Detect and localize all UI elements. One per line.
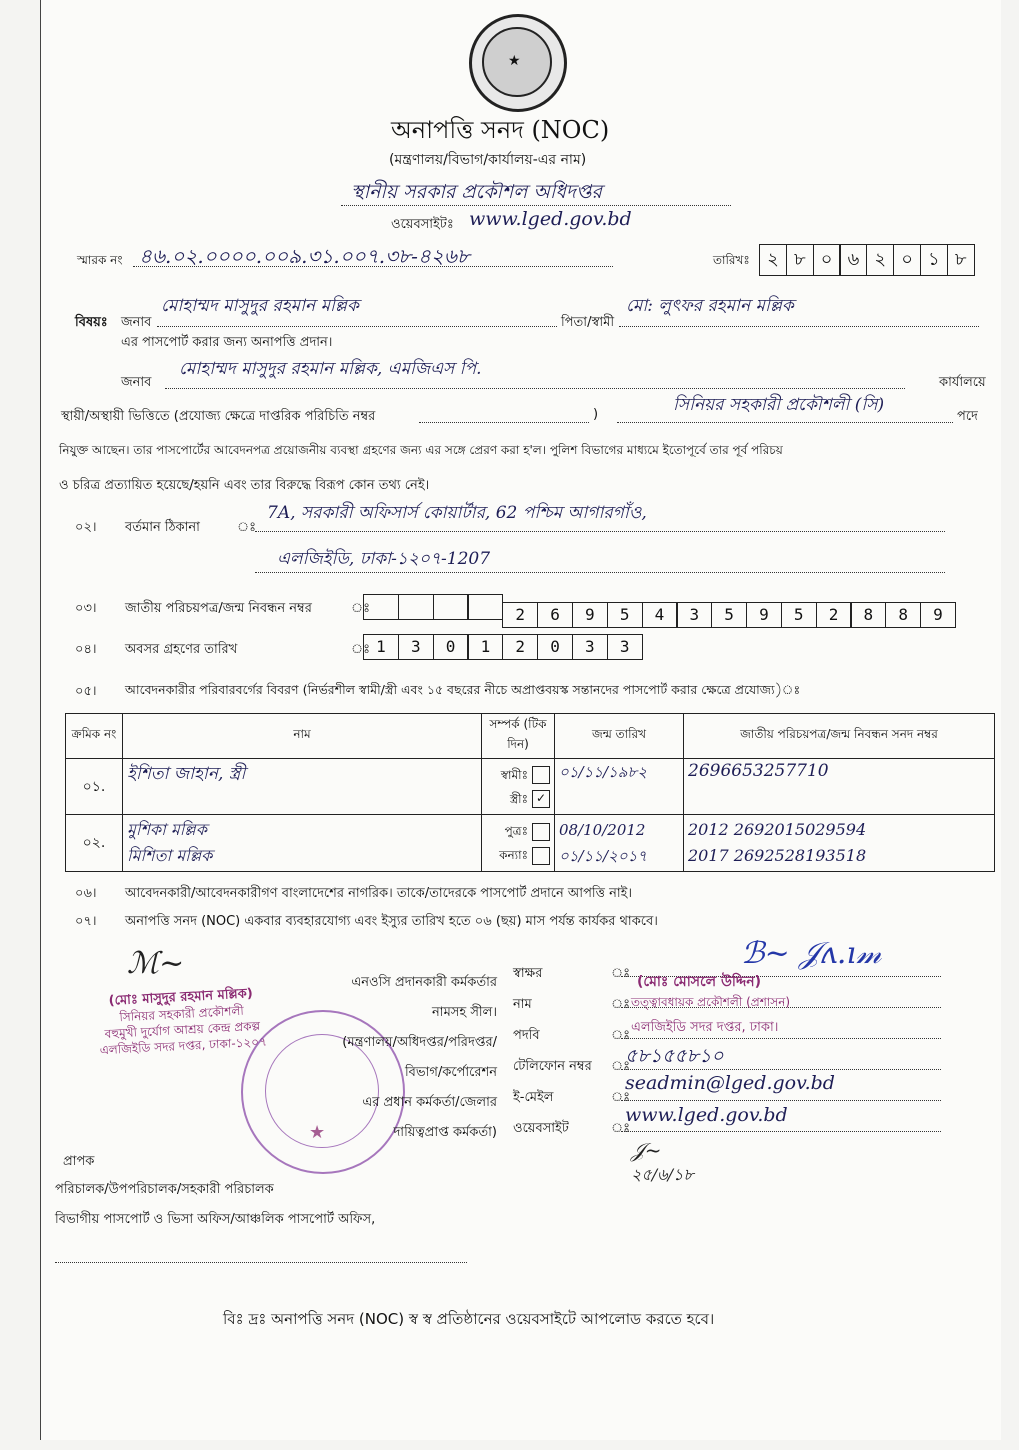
office-name: স্থানীয় সরকার প্রকৌশল অধিদপ্তর xyxy=(351,181,602,203)
label-designation: পদবি xyxy=(513,1028,540,1043)
digit-box: 9 xyxy=(746,602,782,628)
digit-box: 9 xyxy=(920,602,956,628)
memo-label: স্মারক নং xyxy=(77,253,123,267)
body-office-suffix: কার্যালয়ে xyxy=(939,375,986,390)
body-name-office: মোহাম্মদ মাসুদুর রহমান মল্লিক, এমজিএস পি. xyxy=(179,359,482,379)
husband-checkbox[interactable] xyxy=(532,766,550,784)
digit-box: 5 xyxy=(781,602,817,628)
noc-document: ★ অনাপত্তি সনদ (NOC) (মন্ত্রণালয়/বিভাগ/কার্যালয়-এর নাম) স্থানীয় সরকার প্রকৌশল অধিদপ্তর ওয়েবসাইটঃ www.lged.gov.bd স্মারক নং ৪৬.০২.০০০০.০০৯.৩১.০০৭.৩৮-৪২৬৮ তারিখঃ ২ ৮ ০ ৬ ২ ০ ১ ৮ বিষয়ঃ জনাব মোহাম্মদ মাসুদুর রহমান মল্লিক পিতা/স্বামী মো: লুৎফর রহমান মল্লিক এর পাসপোর্ট করার জন্য অনাপত্তি প্রদান। জনাব মোহাম্মদ মাসুদুর রহমান মল্লিক, এমজিএস পি. কার্যালয়ে স্থায়ী/অস্থায়ী ভিত্তিতে (প্রযোজ্য ক্ষেত্রে দাপ্তরিক পরিচিতি নম্বর ) সিনিয়র সহকারী প্রকৌশলী (সি) পদে নিযুক্ত আছেন। তার পাসপোর্টের আবেদনপত্র প্রয়োজনীয় ব্যবস্থা গ্রহণের জন্য এর সঙ্গে প্রেরণ করা হ'ল। পুলিশ বিভাগের মাধ্যমে ইতোপূর্বে তার পূর্ব পরিচয় ও চরিত্র প্রত্যায়িত হয়েছে/হয়নি এবং তার বিরুদ্ধে বিরূপ কোন তথ্য নেই। ০২। বর্তমান ঠিকানা ঃ 7A, সরকারী অফিসার্স কোয়ার্টার, 62 পশ্চিম আগারগাঁও, এলজিইডি, ঢাকা-১২০৭-1207 ০৩। জাতীয় পরিচয়পত্র/জন্ম নিবন্ধন নম্বর ঃ 2 6 9 5 4 3 5 9 5 2 8 8 9 ০৪। অবসর গ্রহণের তারিখ ঃ 1 3 0 1 2 0 3 3 ০৫। আবেদনকারীর পরিবারবর্গের বিবরণ (নির্ভরশীল স্বামী/স্ত্রী এবং ১৫ বছরের নীচে অপ্রাপ্তবয়স্ক সন্তানদের পাসপোর্ট করার ক্ষেত্রে প্রযোজ্য)ঃ ক্রমিক নং নাম সম্পর্ক (টিক দিন) জন্ম তারিখ জাতীয় পরিচয়পত্র/জন্ম নিবন্ধন সনদ নম্বর ০১. ইশিতা জাহান, স্ত্রী স্বামীঃ স্ত্রীঃ ✓ ০১/১১/১৯৮২ 2696653257710 ০২. মুশিকা মল্লিক মিশিতা মল্লিক পুত্রঃ কন্যাঃ 08/10/2012 ০১/১১/২০১৭ 2012 2692015029594 2017 2692528193518 ০৬। আবেদনকারী/আবেদনকারীগণ বাংলাদেশের নাগরিক। তাকে/তাদেরকে পাসপোর্ট প্রদানে আপত্তি নাই। ০৭। অনাপত্তি সনদ (NOC) একবার ব্যবহারযোগ্য এবং ইস্যুর তারিখ হতে ০৬ (ছয়) মাস পর্যন্ত কার্যকর থাকবে। ℳ~ (মোঃ মাসুদুর রহমান মল্লিক) সিনিয়র সহকারী প্রকৌশলী বহুমুখী দুর্যোগ আশ্রয় কেন্দ্র প্রকল্প এলজিইডি সদর দপ্তর, ঢাকা-১২০৭ ★ এনওসি প্রদানকারী কর্মকর্তার নামসহ সীল। (মন্ত্রণালয়/অধিদপ্তর/পরিদপ্তর/ বিভাগ/কর্পোরেশন এর প্রধান কর্মকর্তা/জেলার দায়িত্বপ্রাপ্ত কর্মকর্তা) স্বাক্ষর নাম পদবি টেলিফোন নম্বর ই-মেইল ওয়েবসাইট ঃ ঃ ঃ ঃ ঃ ঃ ℬ~ 𝒥ʌ.ı𝓂 (মোঃ মোসলে উদ্দিন) তত্ত্বাবধায়ক প্রকৌশলী (প্রশাসন) এলজিইডি সদর দপ্তর, ঢাকা। ৫৮১৫৫৮১০ seadmin@lged.gov.bd www.lged.gov.bd 𝒥~ ২৫/৬/১৮ প্রাপক পরিচালক/উপপরিচালক/সহকারী পরিচালক বিভাগীয় পাসপোর্ট ও ভিসা অফিস/আঞ্চলিক পাসপোর্ট অফিস, বিঃ দ্রঃ অনাপত্তি সনদ (NOC) স্ব স্ব প্রতিষ্ঠানের ওয়েবসাইটে আপলোড করতে হবে। xyxy=(40,0,1001,1440)
col-relation: সম্পর্ক (টিক দিন) xyxy=(482,714,555,759)
digit-box xyxy=(467,594,503,620)
child1-nid: 2012 2692015029594 xyxy=(688,820,867,839)
left-stamp: (মোঃ মাসুদুর রহমান মল্লিক) সিনিয়র সহকারী প্রকৌশলী বহুমুখী দুর্যোগ আশ্রয় কেন্দ্র প্রকল্প এলজিইডি সদর দপ্তর, ঢাকা-১২০৭ xyxy=(99,986,268,1058)
signature-labels xyxy=(513,958,592,1144)
spouse-name: ইশিতা জাহান, স্ত্রী xyxy=(123,759,482,815)
email-value: seadmin@lged.gov.bd xyxy=(625,1072,835,1094)
digit-box: 0 xyxy=(537,634,573,660)
family-table xyxy=(65,713,995,872)
digit-box: 5 xyxy=(711,602,747,628)
retire-label: অবসর গ্রহণের তারিখ xyxy=(125,642,238,657)
child2-nid: 2017 2692528193518 xyxy=(688,846,867,865)
digit-box: 1 xyxy=(467,634,503,660)
stamp-office: এলজিইডি সদর দপ্তর, ঢাকা। xyxy=(631,1020,779,1035)
col-serial: ক্রমিক নং xyxy=(66,714,123,759)
stamp-name: (মোঃ মোসলে উদ্দিন) xyxy=(637,974,761,990)
label-name: নাম xyxy=(513,997,532,1012)
digit-box: ১ xyxy=(920,244,948,276)
digit-box: ৮ xyxy=(947,244,975,276)
nid-label: জাতীয় পরিচয়পত্র/জন্ম নিবন্ধন নম্বর xyxy=(125,601,312,616)
designation: সিনিয়র সহকারী প্রকৌশলী (সি) xyxy=(673,395,885,415)
digit-box: 0 xyxy=(433,634,469,660)
date-boxes xyxy=(759,244,974,276)
item-06-number: ০৬। xyxy=(75,886,97,901)
address-line1: 7A, সরকারী অফিসার্স কোয়ার্টার, 62 পশ্চিম আগারগাঁও, xyxy=(267,503,647,523)
subject-line2: এর পাসপোর্ট করার জন্য অনাপত্তি প্রদান। xyxy=(121,335,333,350)
issuer-lines: এনওসি প্রদানকারী কর্মকর্তার নামসহ সীল। (মন্ত্রণালয়/অধিদপ্তর/পরিদপ্তর/ বিভাগ/কর্পোরেশন এর প্রধান কর্মকর্তা/জেলার দায়িত্বপ্রাপ্ত কর্মকর্তা) xyxy=(342,975,497,1140)
daughter-checkbox[interactable] xyxy=(532,847,550,865)
government-seal: ★ xyxy=(469,14,567,112)
item-03-number: ০৩। xyxy=(75,601,97,616)
recipient-line2: বিভাগীয় পাসপোর্ট ও ভিসা অফিস/আঞ্চলিক পাসপোর্ট অফিস, xyxy=(55,1212,376,1227)
father-name: মো: লুৎফর রহমান মল্লিক xyxy=(626,296,794,316)
digit-box xyxy=(433,594,469,620)
subject-label: বিষয়ঃ xyxy=(75,315,108,330)
table-row: ০১. ইশিতা জাহান, স্ত্রী স্বামীঃ স্ত্রীঃ ✓ ০১/১১/১৯৮২ 2696653257710 xyxy=(66,759,995,815)
page-title: অনাপত্তি সনদ (NOC) xyxy=(391,116,610,144)
digit-box: 3 xyxy=(572,634,608,660)
initial-signature: 𝒥~ xyxy=(631,1138,662,1162)
col-nid: জাতীয় পরিচয়পত্র/জন্ম নিবন্ধন সনদ নম্বর xyxy=(684,714,995,759)
item-05-number: ০৫। xyxy=(75,684,97,699)
website-label: ওয়েবসাইটঃ xyxy=(391,217,454,232)
family-label: আবেদনকারীর পরিবারবর্গের বিবরণ (নির্ভরশীল স্বামী/স্ত্রী এবং ১৫ বছরের নীচে অপ্রাপ্তবয়স্ক সন্তানদের পাসপোর্ট করার ক্ষেত্রে প্রযোজ্য)ঃ xyxy=(125,682,801,697)
body-line3: নিযুক্ত আছেন। তার পাসপোর্টের আবেদনপত্র প্রয়োজনীয় ব্যবস্থা গ্রহণের জন্য এর সঙ্গে প্রেরণ করা হ'ল। পুলিশ বিভাগের মাধ্যমে ইতোপূর্বে তার পূর্ব পরিচয় xyxy=(59,443,783,457)
digit-box: 8 xyxy=(850,602,886,628)
digit-box: 3 xyxy=(398,634,434,660)
memo-number: ৪৬.০২.০০০০.০০৯.৩১.০০৭.৩৮-৪২৬৮ xyxy=(139,244,470,268)
digit-box: ৬ xyxy=(839,244,867,276)
col-dob: জন্ম তারিখ xyxy=(555,714,684,759)
page-subtitle: (মন্ত্রণালয়/বিভাগ/কার্যালয়-এর নাম) xyxy=(389,152,587,168)
body-line4: ও চরিত্র প্রত্যায়িত হয়েছে/হয়নি এবং তার বিরুদ্ধে বিরূপ কোন তথ্য নেই। xyxy=(59,478,430,493)
recipient-label: প্রাপক xyxy=(63,1154,95,1169)
label-signature: স্বাক্ষর xyxy=(513,966,543,981)
child1-name: মুশিকা মল্লিক xyxy=(127,820,207,839)
digit-box: 8 xyxy=(885,602,921,628)
child1-dob: 08/10/2012 xyxy=(559,821,646,839)
digit-box: ২ xyxy=(759,244,787,276)
subject-name: মোহাম্মদ মাসুদুর রহমান মল্লিক xyxy=(161,296,359,316)
item-07-number: ০৭। xyxy=(75,914,97,929)
item-02-number: ০২। xyxy=(75,520,97,535)
body-mr-label: জনাব xyxy=(121,375,152,390)
stamp-designation: তত্ত্বাবধায়ক প্রকৌশলী (প্রশাসন) xyxy=(631,995,791,1009)
body-line2-prefix: স্থায়ী/অস্থায়ী ভিত্তিতে (প্রযোজ্য ক্ষেত্রে দাপ্তরিক পরিচিতি নম্বর xyxy=(61,409,376,424)
retire-boxes xyxy=(363,634,642,660)
digit-box: 2 xyxy=(502,634,538,660)
date-label: তারিখঃ xyxy=(713,253,750,267)
nid-boxes xyxy=(363,594,955,628)
table-row: ০২. মুশিকা মল্লিক মিশিতা মল্লিক পুত্রঃ কন্যাঃ 08/10/2012 ০১/১১/২০১৭ 2012 2692015029594 2017 2692528193518 xyxy=(66,815,995,872)
address-line2: এলজিইডি, ঢাকা-১২০৭-1207 xyxy=(277,549,491,569)
item-04-number: ০৪। xyxy=(75,642,97,657)
son-checkbox[interactable] xyxy=(532,823,550,841)
digit-box: 4 xyxy=(642,602,678,628)
digit-box: ২ xyxy=(866,244,894,276)
phone-value: ৫৮১৫৫৮১০ xyxy=(625,1045,724,1067)
digit-box: 9 xyxy=(572,602,608,628)
wife-checkbox[interactable]: ✓ xyxy=(532,790,550,808)
label-email: ই-মেইল xyxy=(513,1090,554,1105)
spouse-nid: 2696653257710 xyxy=(684,759,995,815)
spouse-dob: ০১/১১/১৯৮২ xyxy=(555,759,684,815)
recipient-line1: পরিচালক/উপপরিচালক/সহকারী পরিচালক xyxy=(55,1182,274,1197)
office-round-seal: ★ xyxy=(241,1010,405,1174)
item-06-text: আবেদনকারী/আবেদনকারীগণ বাংলাদেশের নাগরিক। তাকে/তাদেরকে পাসপোর্ট প্রদানে আপত্তি নাই। xyxy=(125,886,633,901)
label-website: ওয়েবসাইট xyxy=(513,1121,569,1136)
website-hand-value: www.lged.gov.bd xyxy=(625,1104,788,1126)
label-phone: টেলিফোন নম্বর xyxy=(513,1059,592,1074)
digit-box xyxy=(363,594,399,620)
digit-box: ০ xyxy=(893,244,921,276)
footer-note: বিঃ দ্রঃ অনাপত্তি সনদ (NOC) স্ব স্ব প্রতিষ্ঠানের ওয়েবসাইটে আপলোড করতে হবে। xyxy=(223,1310,715,1328)
left-signature: ℳ~ xyxy=(127,946,185,981)
subject-mr-label: জনাব xyxy=(121,315,152,330)
father-label: পিতা/স্বামী xyxy=(561,315,615,330)
digit-box: 1 xyxy=(363,634,399,660)
digit-box: 6 xyxy=(537,602,573,628)
digit-box: 2 xyxy=(816,602,852,628)
body-line2-suffix: পদে xyxy=(957,409,978,424)
right-signature: ℬ~ 𝒥ʌ.ı𝓂 xyxy=(741,936,882,971)
address-label: বর্তমান ঠিকানা xyxy=(125,520,200,535)
website-value: www.lged.gov.bd xyxy=(469,208,632,230)
child2-name: মিশিতা মল্লিক xyxy=(127,846,213,865)
digit-box: ৮ xyxy=(786,244,814,276)
sign-date: ২৫/৬/১৮ xyxy=(631,1165,694,1184)
digit-box: 3 xyxy=(676,602,712,628)
col-name: নাম xyxy=(123,714,482,759)
table-header-row xyxy=(66,714,995,759)
digit-box: 3 xyxy=(607,634,643,660)
child2-dob: ০১/১১/২০১৭ xyxy=(559,847,648,865)
digit-box: 2 xyxy=(502,602,538,628)
digit-box: ০ xyxy=(813,244,841,276)
item-07-text: অনাপত্তি সনদ (NOC) একবার ব্যবহারযোগ্য এবং ইস্যুর তারিখ হতে ০৬ (ছয়) মাস পর্যন্ত কার্যকর থাকবে। xyxy=(125,914,658,929)
digit-box: 5 xyxy=(607,602,643,628)
digit-box xyxy=(398,594,434,620)
